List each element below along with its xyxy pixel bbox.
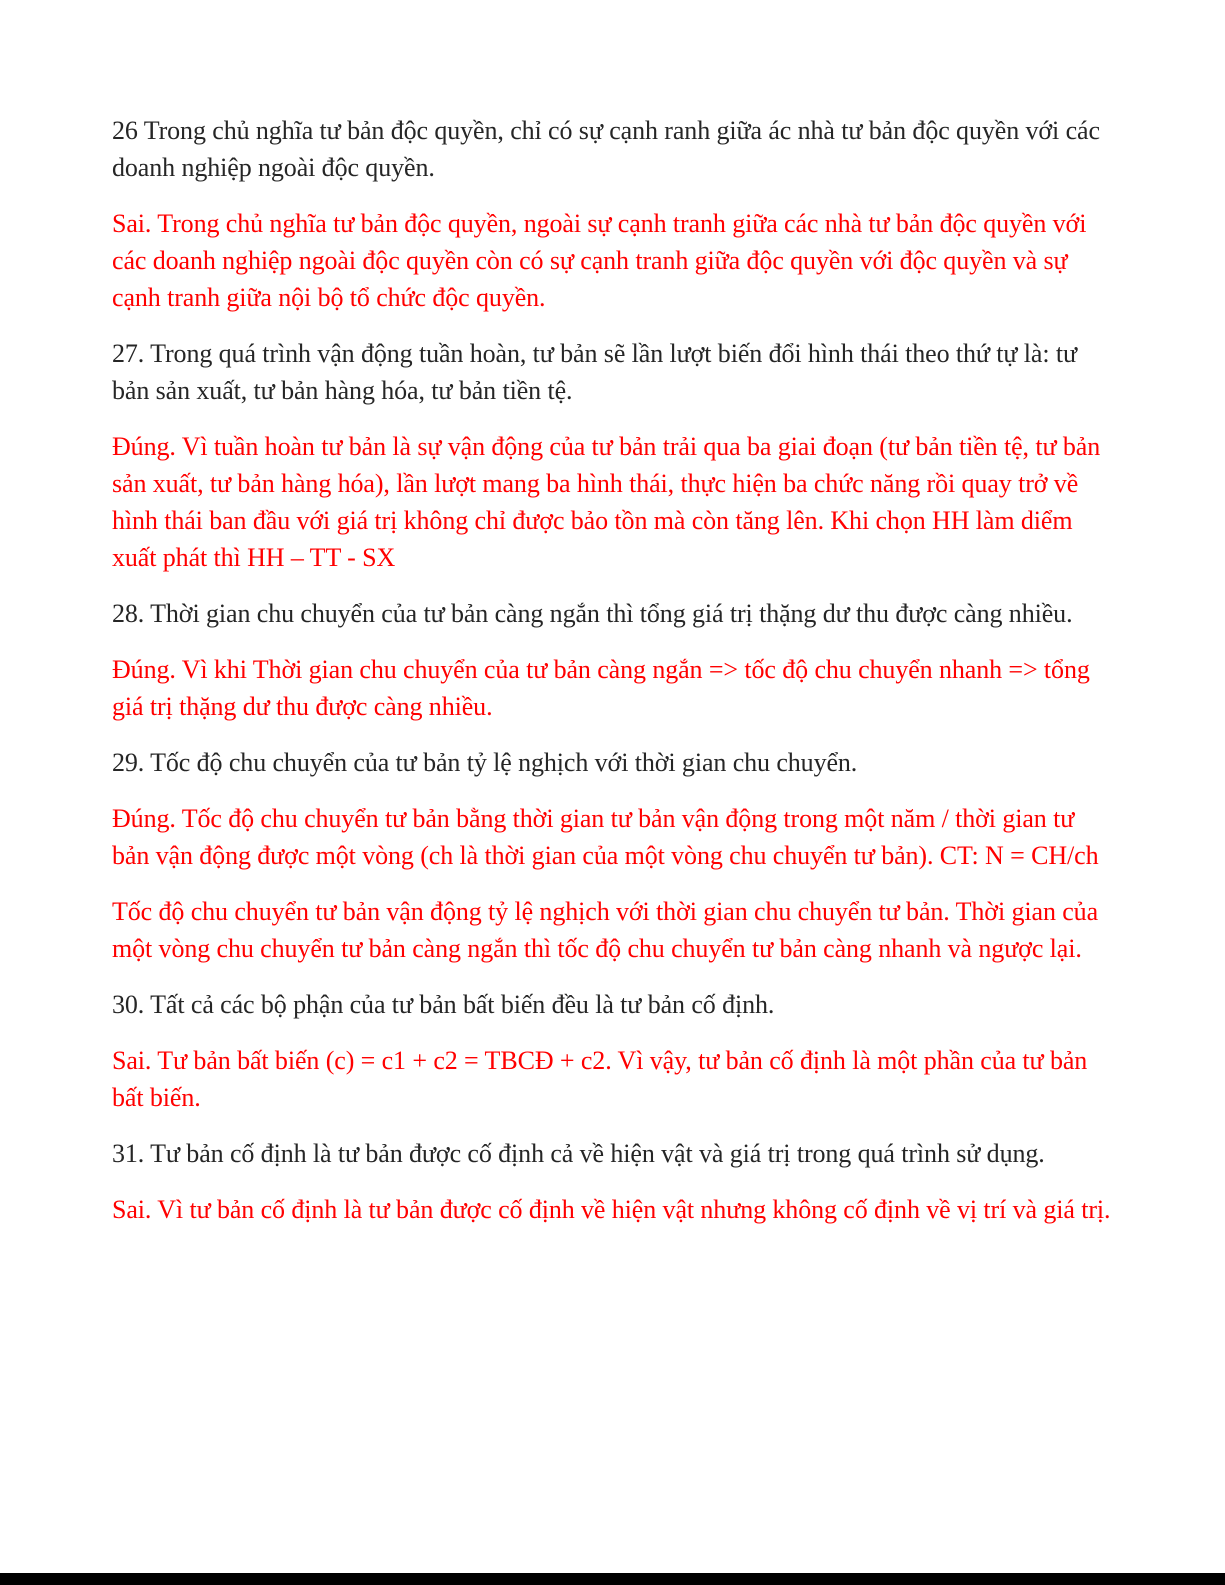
answer-29: Đúng. Tốc độ chu chuyển tư bản bằng thời gian tư bản vận động trong một năm / thời gian tư bản vận động được một vòng (ch là thời gian của một vòng chu chuyển tư bản). CT: N = CH/ch [112,804,1099,870]
question-28: 28. Thời gian chu chuyển của tư bản càng ngắn thì tổng giá trị thặng dư thu được càng nhiều. [112,599,1073,628]
question-26: 26 Trong chủ nghĩa tư bản độc quyền, chỉ có sự cạnh ranh giữa ác nhà tư bản độc quyền với các doanh nghiệp ngoài độc quyền. [112,116,1100,182]
document-body [112,112,1112,1247]
answer-28: Đúng. Vì khi Thời gian chu chuyển của tư bản càng ngắn => tốc độ chu chuyển nhanh => tổng giá trị thặng dư thu được càng nhiều. [112,655,1090,721]
question-27: 27. Trong quá trình vận động tuần hoàn, tư bản sẽ lần lượt biến đổi hình thái theo thứ tự là: tư bản sản xuất, tư bản hàng hóa, tư bản tiền tệ. [112,339,1078,405]
answer-26: Sai. Trong chủ nghĩa tư bản độc quyền, ngoài sự cạnh tranh giữa các nhà tư bản độc quyền với các doanh nghiệp ngoài độc quyền còn có sự cạnh tranh giữa độc quyền với độc quyền và sự cạnh tranh giữa nội bộ tổ chức độc quyền. [112,209,1087,312]
answer-29-continued: Tốc độ chu chuyển tư bản vận động tỷ lệ nghịch với thời gian chu chuyển tư bản. Thời gian của một vòng chu chuyển tư bản càng ngắn thì tốc độ chu chuyển tư bản càng nhanh và ngược lại. [112,897,1099,963]
question-29: 29. Tốc độ chu chuyển của tư bản tỷ lệ nghịch với thời gian chu chuyển. [112,748,858,777]
answer-27: Đúng. Vì tuần hoàn tư bản là sự vận động của tư bản trải qua ba giai đoạn (tư bản tiền tệ, tư bản sản xuất, tư bản hàng hóa), lần lượt mang ba hình thái, thực hiện ba chức năng rồi quay trở về hình thái ban đầu với giá trị không chỉ được bảo tồn mà còn tăng lên. Khi chọn HH làm diểm xuất phát thì HH – TT - SX [112,432,1101,572]
bottom-border [0,1573,1225,1585]
question-31: 31. Tư bản cố định là tư bản được cố định cả về hiện vật và giá trị trong quá trình sử dụng. [112,1139,1045,1168]
answer-31: Sai. Vì tư bản cố định là tư bản được cố định về hiện vật nhưng không cố định về vị trí và giá trị. [112,1195,1111,1224]
question-30: 30. Tất cả các bộ phận của tư bản bất biến đều là tư bản cố định. [112,990,775,1019]
answer-30: Sai. Tư bản bất biến (c) = c1 + c2 = TBCĐ + c2. Vì vậy, tư bản cố định là một phần của tư bản bất biến. [112,1046,1088,1112]
